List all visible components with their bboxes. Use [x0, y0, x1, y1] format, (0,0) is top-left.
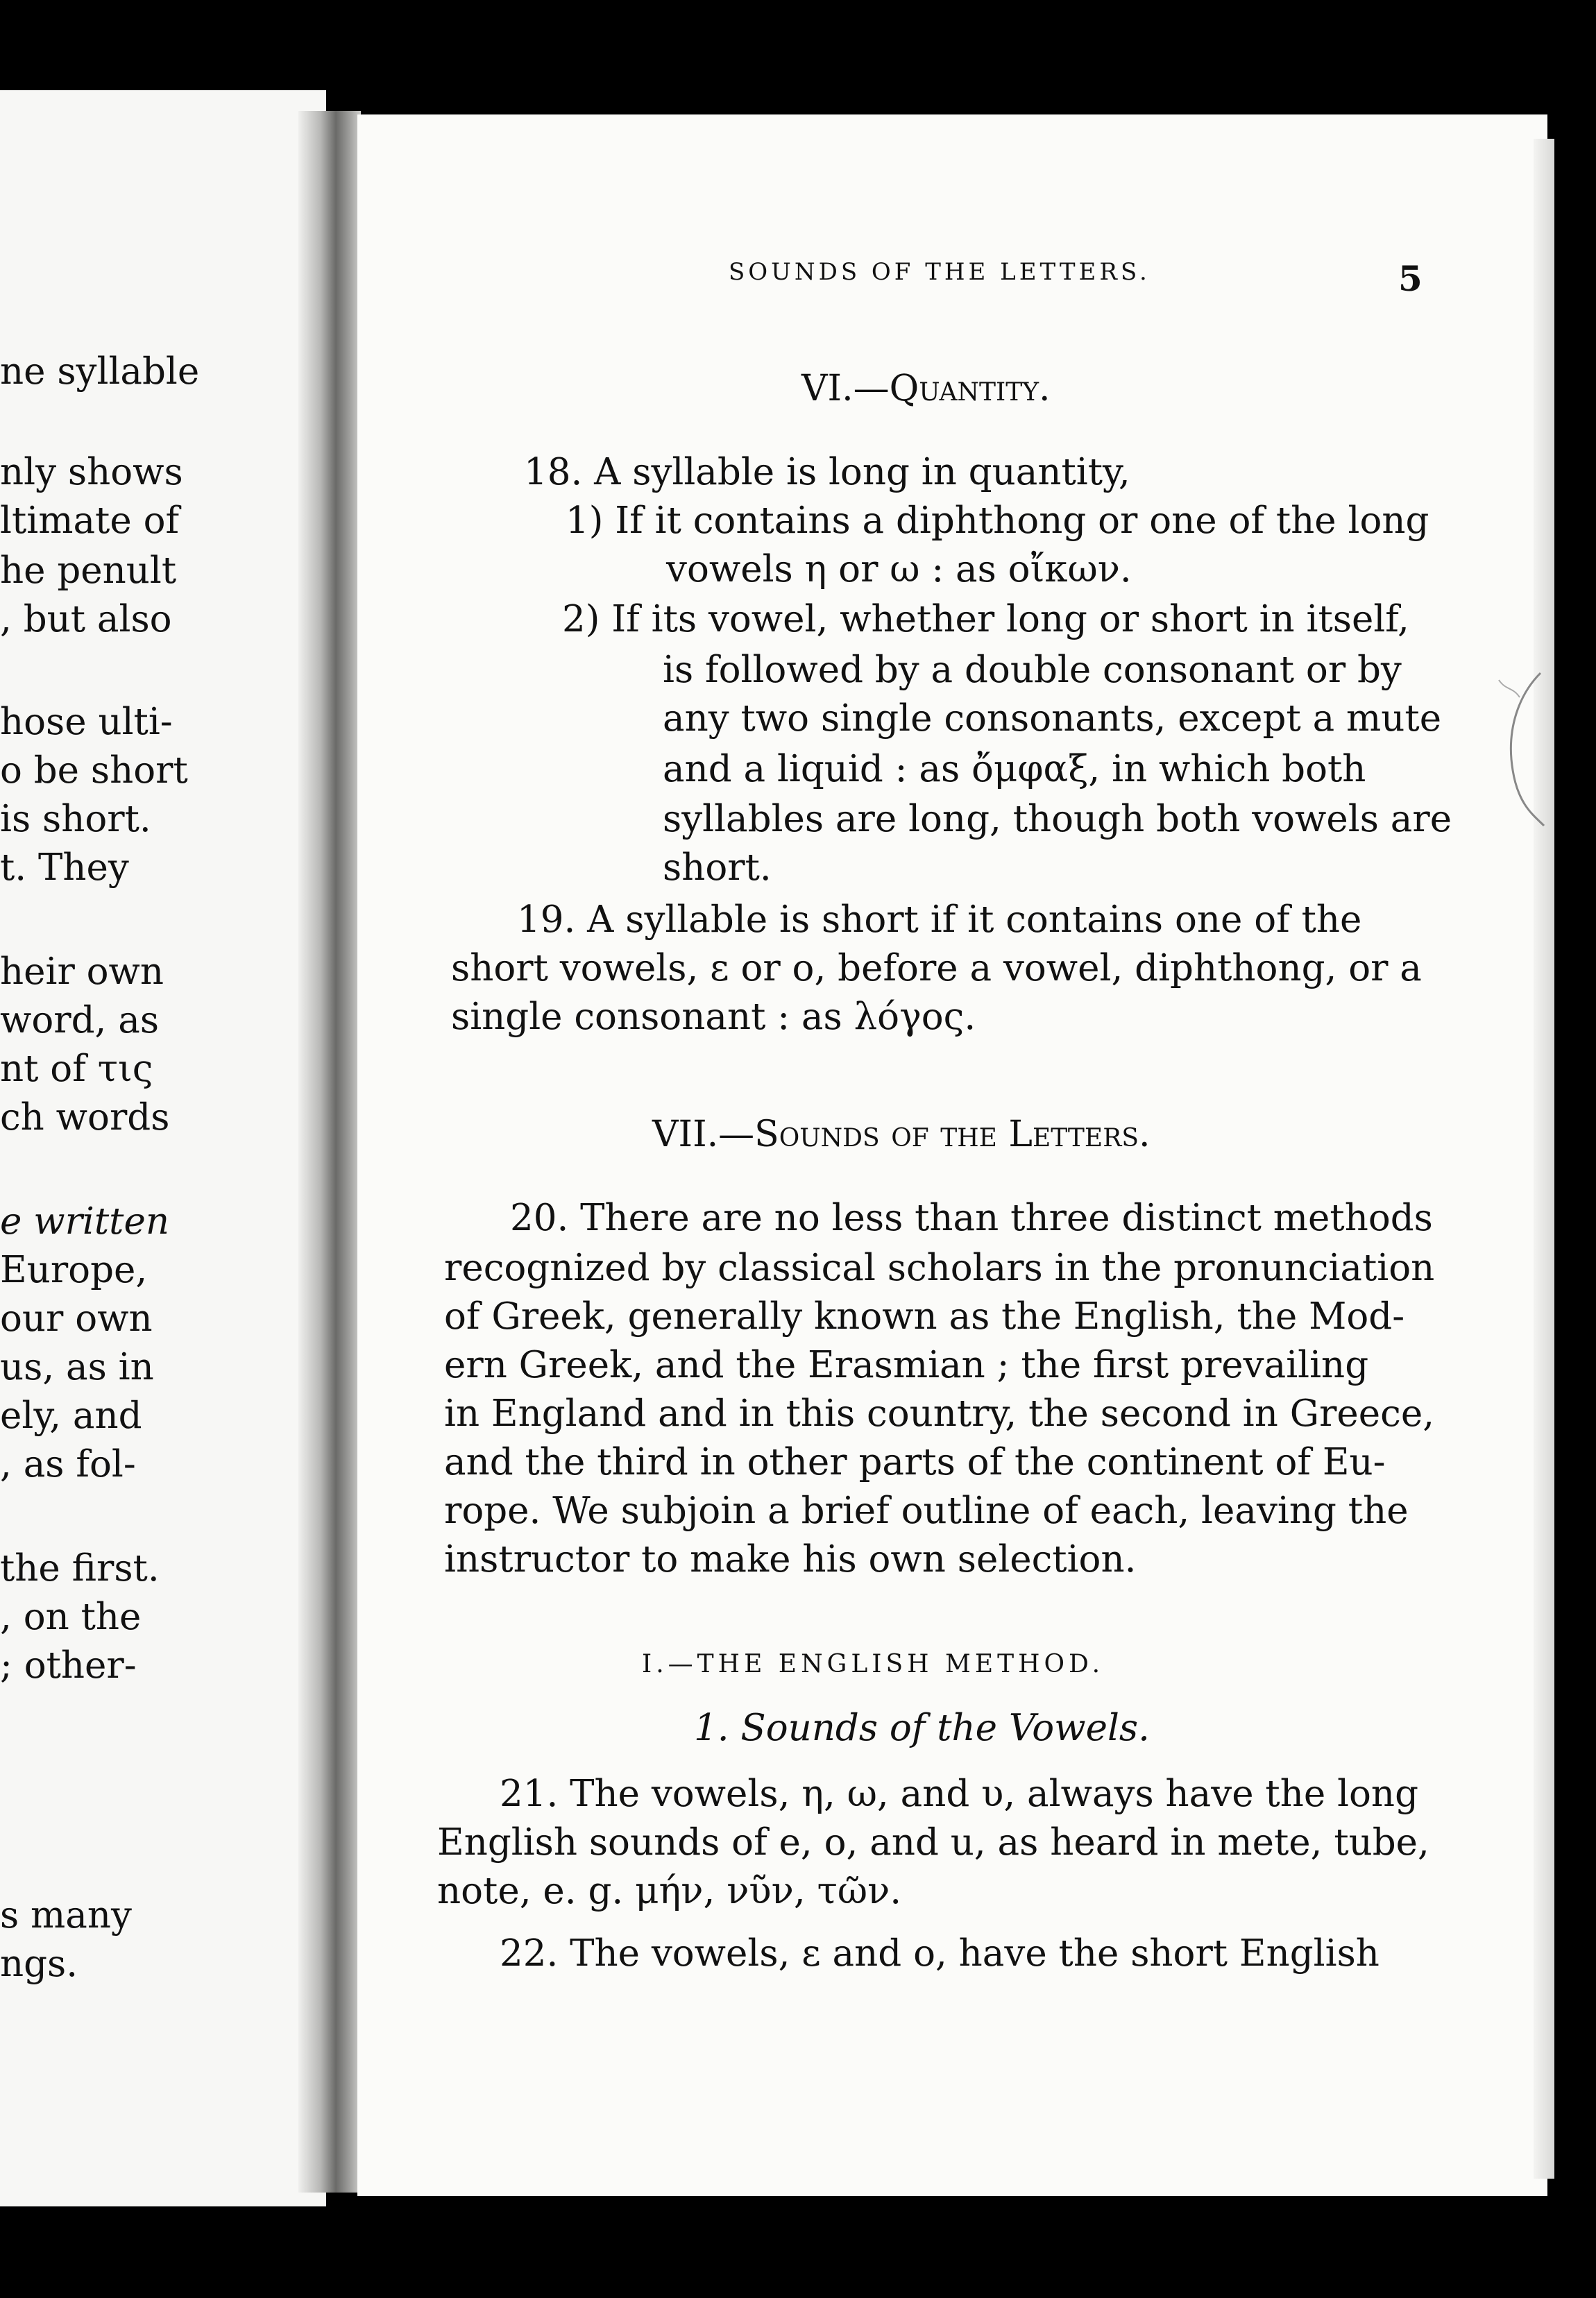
left-line: , as fol-: [0, 1443, 136, 1486]
paragraph-line: note, e. g. μήν, νῦν, τῶν.: [437, 1870, 902, 1912]
left-line: word, as: [0, 999, 160, 1041]
paragraph-line: instructor to make his own selection.: [444, 1538, 1137, 1581]
left-line: , but also: [0, 598, 172, 640]
pencil-mark-icon: [1492, 666, 1547, 833]
left-line: ngs.: [0, 1943, 78, 1985]
paragraph-line: 2) If its vowel, whether long or short in itself,: [562, 598, 1409, 640]
paragraph-line: in England and in this country, the second in Greece,: [444, 1393, 1435, 1435]
left-page-text: [0, 0, 200, 2298]
section-title-quantity: VI.—Quantity.: [801, 368, 1051, 409]
paragraph-line: vowels η or ω : as οἴκων.: [666, 548, 1132, 590]
left-line: t. They: [0, 846, 129, 889]
subheading-vowels: 1. Sounds of the Vowels.: [694, 1707, 1150, 1749]
paragraph-line: short vowels, ε or ο, before a vowel, diphthong, or a: [451, 947, 1422, 989]
paragraph-line: syllables are long, though both vowels are: [663, 798, 1452, 840]
left-line: the first.: [0, 1547, 160, 1590]
method-heading: I.—THE ENGLISH METHOD.: [642, 1650, 1105, 1678]
left-line: us, as in: [0, 1346, 154, 1388]
paragraph-line: any two single consonants, except a mute: [663, 697, 1442, 740]
left-line: ne syllable: [0, 350, 200, 393]
paragraph-line: rope. We subjoin a brief outline of each, leaving the: [444, 1490, 1409, 1532]
left-line: e written: [0, 1200, 169, 1243]
paragraph-line: 20. There are no less than three distinct methods: [510, 1197, 1433, 1239]
paragraph-line: 19. A syllable is short if it contains one of the: [517, 899, 1362, 941]
paragraph-line: ern Greek, and the Erasmian ; the first prevailing: [444, 1344, 1369, 1386]
left-line: ltimate of: [0, 500, 180, 542]
left-line: ely, and: [0, 1395, 142, 1437]
paragraph-line: 18. A syllable is long in quantity,: [524, 451, 1130, 493]
left-line: ch words: [0, 1096, 170, 1139]
paragraph-line: of Greek, generally known as the English, the Mod-: [444, 1295, 1405, 1338]
paragraph-line: English sounds of e, o, and u, as heard in mete, tube,: [437, 1821, 1429, 1864]
left-line: heir own: [0, 951, 164, 993]
left-line: our own: [0, 1297, 153, 1340]
left-line: nly shows: [0, 451, 183, 493]
paragraph-line: single consonant : as λόγος.: [451, 996, 976, 1038]
running-title: SOUNDS OF THE LETTERS.: [729, 258, 1151, 286]
left-line: s many: [0, 1894, 132, 1937]
paragraph-line: 1) If it contains a diphthong or one of the long: [566, 500, 1429, 542]
paragraph-line: recognized by classical scholars in the pronunciation: [444, 1247, 1435, 1289]
paragraph-line: and the third in other parts of the continent of Eu-: [444, 1441, 1386, 1483]
left-line: nt of τις: [0, 1048, 153, 1090]
left-line: ; other-: [0, 1644, 137, 1687]
left-line: he penult: [0, 550, 177, 592]
paragraph-line: short.: [663, 846, 772, 889]
book-gutter: [298, 111, 361, 2193]
paragraph-line: is followed by a double consonant or by: [663, 649, 1402, 691]
left-line: o be short: [0, 749, 188, 792]
paragraph-line: and a liquid : as ὄμφαξ, in which both: [663, 748, 1366, 790]
page-number: 5: [1398, 258, 1423, 299]
section-title-sounds: VII.—Sounds of the Letters.: [652, 1114, 1151, 1155]
left-line: Europe,: [0, 1249, 148, 1291]
paragraph-line: 21. The vowels, η, ω, and υ, always have the long: [500, 1773, 1418, 1815]
left-line: , on the: [0, 1596, 142, 1638]
paragraph-line: 22. The vowels, ε and ο, have the short English: [500, 1932, 1379, 1975]
page-edge: [1534, 139, 1554, 2179]
left-line: hose ulti-: [0, 701, 173, 743]
left-line: is short.: [0, 798, 151, 840]
